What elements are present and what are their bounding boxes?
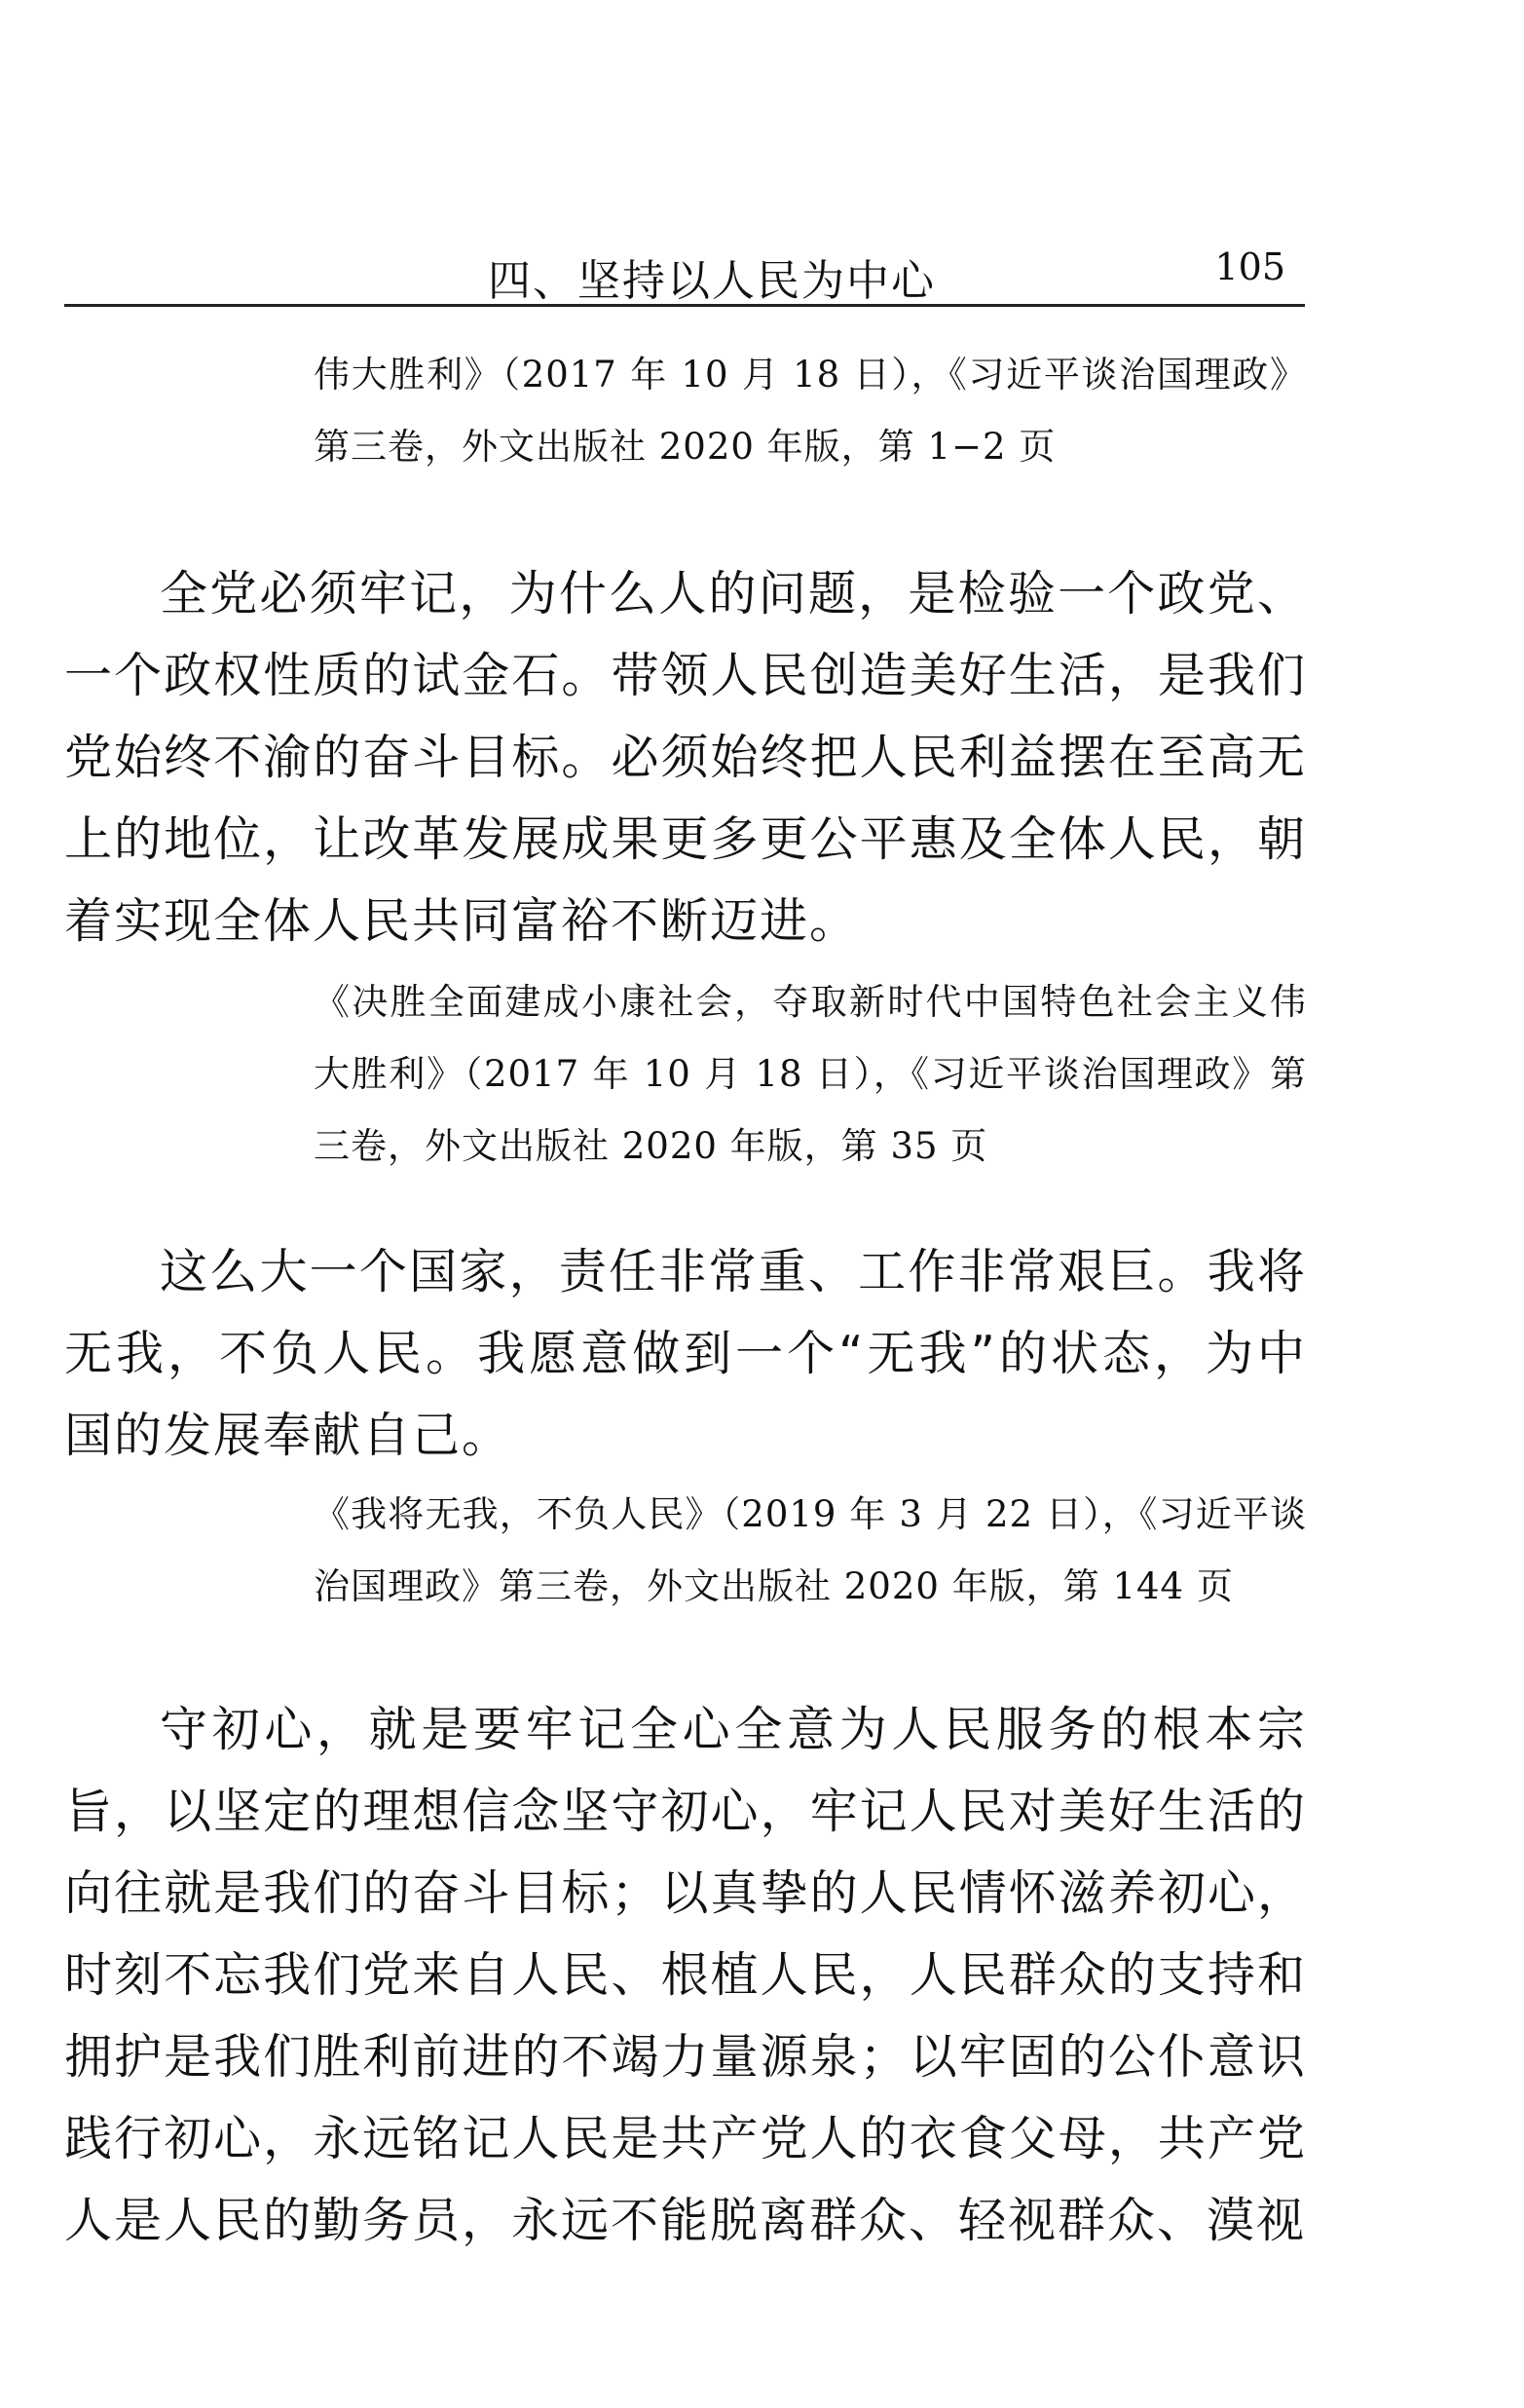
body-paragraph-3: 守初心，就是要牢记全心全意为人民服务的根本宗旨，以坚定的理想信念坚守初心，牢记人民对美好生活的向往就是我们的奋斗目标；以真挚的人民情怀滋养初心，时刻不忘我们党来自人民、根植人民，人民群众的支持和拥护是我们胜利前进的不竭力量源泉；以牢固的公仆意识践行初心，永远铭记人民是共产党人的衣食父母，共产党人是人民的勤务员，永远不能脱离群众、轻视群众、漠视	[64, 1702, 1307, 2248]
body-paragraph-2: 这么大一个国家，责任非常重、工作非常艰巨。我将无我，不负人民。我愿意做到一个“无我”的状态，为中国的发展奉献自己。	[64, 1244, 1307, 1463]
citation-3: 《我将无我，不负人民》（2019 年 3 月 22 日），《习近平谈治国理政》第三卷，外文出版社 2020 年版，第 144 页	[314, 1493, 1307, 1607]
chapter-title: 四、坚持以人民为中心	[488, 256, 936, 306]
page-header	[64, 234, 1305, 307]
body-paragraph-1: 全党必须牢记，为什么人的问题，是检验一个政党、一个政权性质的试金石。带领人民创造美好生活，是我们党始终不渝的奋斗目标。必须始终把人民利益摆在至高无上的地位，让改革发展成果更多更公平惠及全体人民，朝着实现全体人民共同富裕不断迈进。	[64, 566, 1307, 949]
citation-continued: 伟大胜利》（2017 年 10 月 18 日），《习近平谈治国理政》第三卷，外文出版社 2020 年版，第 1−2 页	[314, 354, 1307, 468]
page-number: 105	[1214, 245, 1285, 288]
citation-2: 《决胜全面建成小康社会，夺取新时代中国特色社会主义伟大胜利》（2017 年 10 月 18 日），《习近平谈治国理政》第三卷，外文出版社 2020 年版，第 35 页	[314, 981, 1307, 1167]
